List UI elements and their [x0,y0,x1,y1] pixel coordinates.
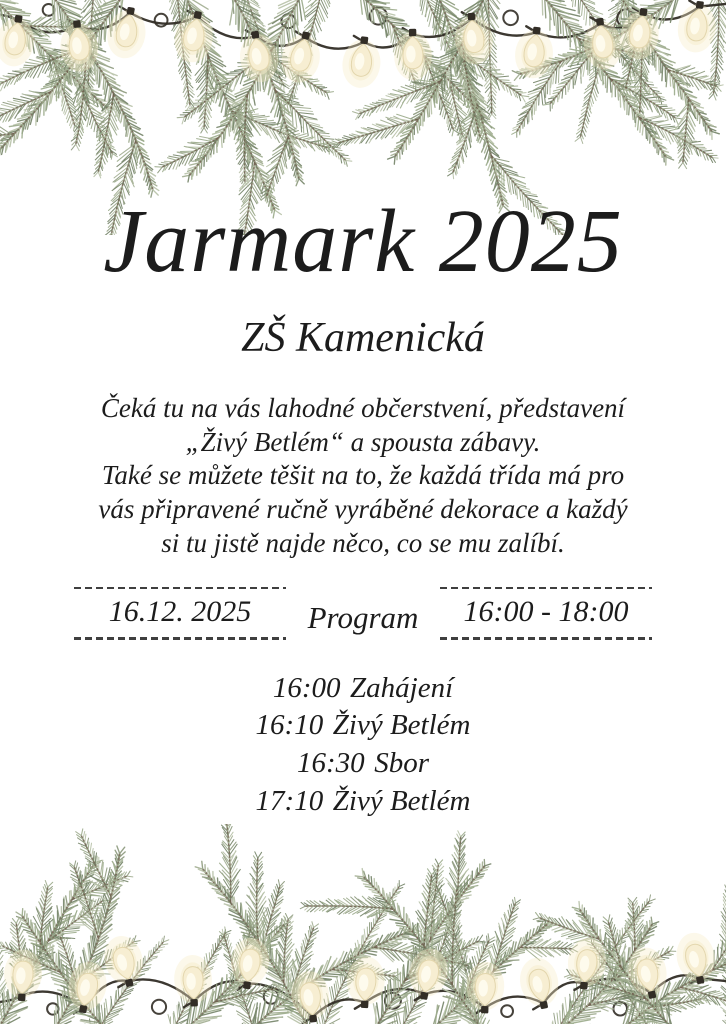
event-info-row [74,587,652,640]
program-time: 17:10 [255,784,324,817]
program-time: 16:00 [272,671,341,704]
intro-paragraph [53,392,673,561]
event-time: 16:00 - 18:00 [463,595,629,629]
event-time-box [440,587,652,640]
program-item [0,745,726,783]
event-date: 16.12. 2025 [108,595,252,629]
pine-garland-bottom-with-lights-icon [0,824,726,1024]
program-time: 16:30 [296,746,365,779]
intro-line: si tu jistě najde něco, co se mu zalíbí. [161,527,565,558]
program-item [0,783,726,821]
dashed-divider [440,637,652,640]
program-activity: Živý Betlém [332,709,471,742]
program-activity: Živý Betlém [332,784,471,817]
poster-title: Jarmark 2025 [103,192,623,291]
intro-line: vás připravené ručně vyráběné dekorace a každý [98,494,628,525]
program-item [0,670,726,708]
program-schedule [0,670,726,821]
program-activity: Zahájení [350,671,454,704]
intro-line: „Živý Betlém“ a spousta zábavy. [185,426,541,457]
program-label: Program [307,600,419,636]
event-date-box [74,587,286,640]
poster-subtitle: ZŠ Kamenická [241,314,485,361]
dashed-divider [74,637,286,640]
intro-line: Také se můžete těšit na to, že každá třída má pro [101,460,625,491]
intro-line: Čeká tu na vás lahodné občerstvení, představení [100,392,626,423]
program-item [0,707,726,745]
program-activity: Sbor [374,746,430,779]
program-time: 16:10 [255,709,324,742]
